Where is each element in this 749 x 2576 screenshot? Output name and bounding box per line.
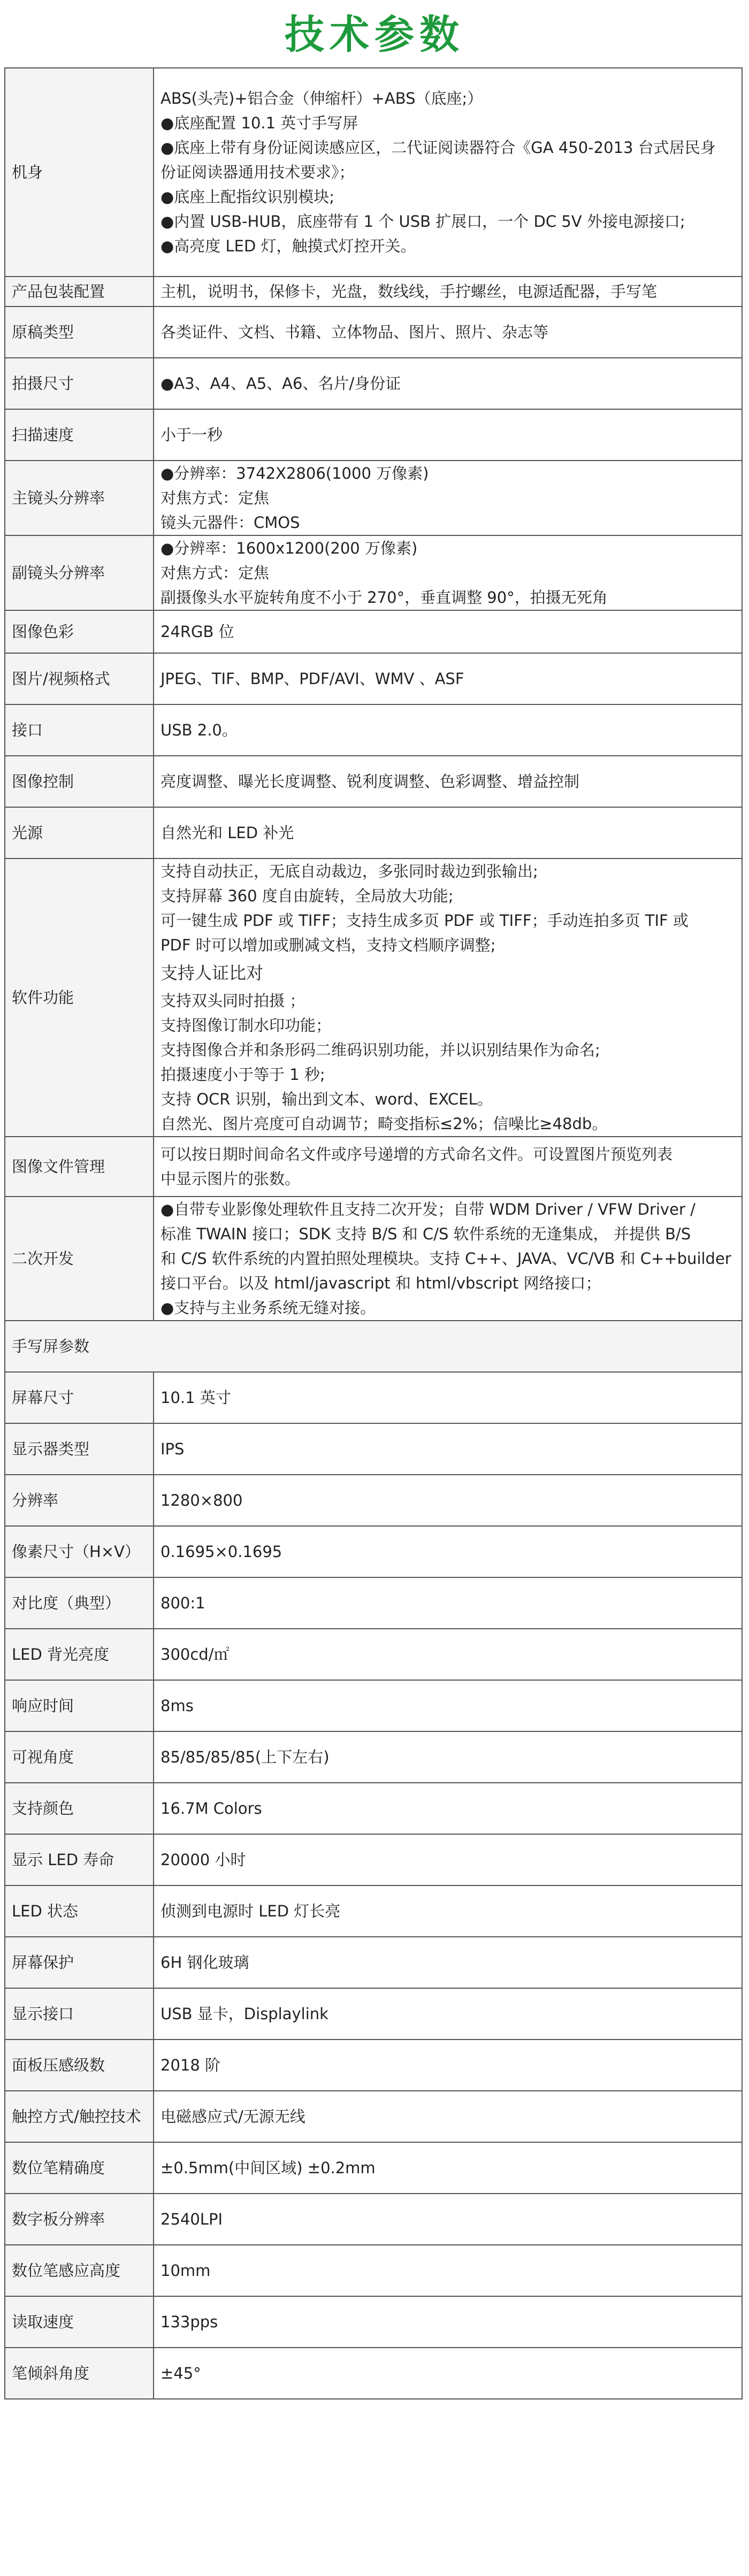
- spec-value-line: ●A3、A4、A5、A6、名片/身份证: [160, 374, 401, 393]
- spec-value-line: 份证阅读器通用技术要求》；: [160, 163, 355, 181]
- spec-value: [154, 1475, 742, 1526]
- spec-key: 产品包装配置: [5, 277, 154, 306]
- spec-row: [5, 2040, 742, 2091]
- spec-key: 触控方式/触控技术: [5, 2091, 154, 2142]
- spec-value-line: 2018 阶: [160, 2056, 221, 2074]
- spec-value-line: 副摄像头水平旋转角度不小于 270°，垂直调整 90°，拍摄无死角: [160, 588, 608, 607]
- spec-value: [154, 306, 742, 358]
- spec-value-line: ABS(头壳)+铝合金（伸缩杆）+ABS（底座;）: [160, 89, 483, 108]
- spec-row: [5, 1937, 742, 1988]
- spec-key: 数位笔感应高度: [5, 2245, 154, 2296]
- spec-value: [154, 68, 742, 277]
- spec-key: 显示器类型: [5, 1423, 154, 1475]
- spec-value: [154, 858, 742, 1137]
- spec-key: 机身: [5, 68, 154, 277]
- spec-row: [5, 1834, 742, 1885]
- spec-row: [5, 2245, 742, 2296]
- spec-value: [154, 2142, 742, 2194]
- spec-row: [5, 2194, 742, 2245]
- spec-value: [154, 1526, 742, 1577]
- spec-key: 对比度（典型）: [5, 1577, 154, 1629]
- spec-row: [5, 2348, 742, 2399]
- spec-value-line: PDF 时可以增加或删减文档，支持文档顺序调整;: [160, 936, 496, 954]
- spec-key: 原稿类型: [5, 306, 154, 358]
- spec-value-line: 中显示图片的张数。: [160, 1170, 301, 1188]
- spec-row: [5, 461, 742, 535]
- spec-row: [5, 68, 742, 277]
- spec-row: [5, 2091, 742, 2142]
- spec-key: 可视角度: [5, 1731, 154, 1783]
- spec-row: [5, 409, 742, 461]
- spec-value: [154, 2040, 742, 2091]
- spec-key: 扫描速度: [5, 409, 154, 461]
- spec-value: [154, 1680, 742, 1731]
- spec-value: [154, 461, 742, 535]
- spec-value: [154, 1423, 742, 1475]
- spec-value: [154, 535, 742, 610]
- spec-value-line: 6H 钢化玻璃: [160, 1953, 249, 1972]
- spec-row: [5, 1423, 742, 1475]
- spec-key: 面板压感级数: [5, 2040, 154, 2091]
- spec-value-line: 小于一秒: [160, 426, 223, 444]
- spec-key: 图片/视频格式: [5, 653, 154, 704]
- spec-value: [154, 358, 742, 409]
- spec-value-line: USB 2.0。: [160, 721, 238, 739]
- spec-value-line: ±45°: [160, 2364, 201, 2382]
- spec-value: [154, 277, 742, 306]
- spec-row: [5, 2142, 742, 2194]
- spec-key: LED 状态: [5, 1885, 154, 1937]
- spec-value-line: 支持人证比对: [160, 963, 264, 983]
- spec-value-line: 16.7M Colors: [160, 1799, 262, 1818]
- spec-value: [154, 1937, 742, 1988]
- spec-key: 分辨率: [5, 1475, 154, 1526]
- spec-key: 副镜头分辨率: [5, 535, 154, 610]
- spec-value: [154, 1629, 742, 1680]
- spec-key: 响应时间: [5, 1680, 154, 1731]
- spec-value: [154, 1577, 742, 1629]
- spec-value-line: 支持自动扶正，无底自动裁边，多张同时裁边到张输出;: [160, 862, 538, 880]
- spec-value-line: ●高亮度 LED 灯，触摸式灯控开关。: [160, 237, 416, 255]
- spec-value: [154, 610, 742, 653]
- spec-value-line: 8ms: [160, 1697, 194, 1715]
- spec-key: 图像控制: [5, 756, 154, 807]
- spec-row: [5, 2296, 742, 2348]
- spec-value-line: ●内置 USB-HUB，底座带有 1 个 USB 扩展口，一个 DC 5V 外接电源接口;: [160, 212, 685, 231]
- spec-value: [154, 409, 742, 461]
- spec-value-line: ●分辨率：1600x1200(200 万像素): [160, 539, 418, 557]
- spec-key: 数字板分辨率: [5, 2194, 154, 2245]
- spec-value-line: 支持屏幕 360 度自由旋转，全局放大功能;: [160, 887, 454, 905]
- spec-value: [154, 1783, 742, 1834]
- spec-key: 软件功能: [5, 858, 154, 1137]
- spec-value-line: 自然光和 LED 补光: [160, 824, 294, 842]
- spec-row: [5, 535, 742, 610]
- spec-value-line: 支持 OCR 识别，输出到文本、word、EXCEL。: [160, 1090, 493, 1108]
- spec-value-line: 拍摄速度小于等于 1 秒;: [160, 1065, 325, 1084]
- spec-value-line: ±0.5mm(中间区域) ±0.2mm: [160, 2159, 376, 2177]
- spec-value: [154, 1197, 742, 1321]
- spec-value-line: USB 显卡，Displaylink: [160, 2005, 328, 2023]
- spec-value-line: 10.1 英寸: [160, 1389, 231, 1407]
- spec-value: [154, 1731, 742, 1783]
- spec-row: [5, 756, 742, 807]
- spec-key: 接口: [5, 704, 154, 756]
- spec-key: 屏幕保护: [5, 1937, 154, 1988]
- spec-value-line: 对焦方式：定焦: [160, 489, 270, 507]
- spec-row: [5, 807, 742, 858]
- spec-value-line: 和 C/S 软件系统的内置拍照处理模块。支持 C++、JAVA、VC/VB 和 C++builder: [160, 1249, 731, 1268]
- spec-key: LED 背光亮度: [5, 1629, 154, 1680]
- spec-value-line: ●分辨率：3742X2806(1000 万像素): [160, 464, 429, 482]
- spec-key: 拍摄尺寸: [5, 358, 154, 409]
- spec-value: [154, 2348, 742, 2399]
- spec-row: [5, 1885, 742, 1937]
- spec-value: [154, 2245, 742, 2296]
- section-heading: 手写屏参数: [5, 1321, 742, 1372]
- spec-key: 像素尺寸（H×V）: [5, 1526, 154, 1577]
- spec-key: 主镜头分辨率: [5, 461, 154, 535]
- spec-key: 显示接口: [5, 1988, 154, 2040]
- spec-row: [5, 1629, 742, 1680]
- spec-value-line: ●底座上带有身份证阅读感应区，二代证阅读器符合《GA 450-2013 台式居民身: [160, 139, 716, 157]
- spec-value-line: 300cd/㎡: [160, 1645, 230, 1663]
- spec-value-line: 0.1695×0.1695: [160, 1543, 282, 1561]
- spec-row: [5, 610, 742, 653]
- spec-value-line: ●自带专业影像处理软件且支持二次开发；自带 WDM Driver / VFW Driver /: [160, 1200, 696, 1218]
- spec-value-line: JPEG、TIF、BMP、PDF/AVI、WMV 、ASF: [160, 670, 464, 688]
- spec-value-line: 可一键生成 PDF 或 TIFF；支持生成多页 PDF 或 TIFF；手动连拍多页 TIF 或: [160, 911, 689, 930]
- spec-value-line: ●底座配置 10.1 英寸手写屏: [160, 114, 358, 132]
- spec-value-line: 1280×800: [160, 1491, 243, 1509]
- spec-row: [5, 1526, 742, 1577]
- spec-value-line: 侦测到电源时 LED 灯长亮: [160, 1902, 341, 1920]
- spec-row: [5, 1577, 742, 1629]
- spec-key: 数位笔精确度: [5, 2142, 154, 2194]
- spec-value-line: 可以按日期时间命名文件或序号递增的方式命名文件。可设置图片预览列表: [160, 1145, 673, 1163]
- spec-value-line: 对焦方式：定焦: [160, 564, 270, 582]
- spec-table-body: [5, 68, 742, 2399]
- spec-value: [154, 2296, 742, 2348]
- spec-row: [5, 1731, 742, 1783]
- spec-value-line: 支持图像合并和条形码二维码识别功能，并以识别结果作为命名;: [160, 1041, 600, 1059]
- spec-row: [5, 704, 742, 756]
- spec-value: [154, 2194, 742, 2245]
- spec-key: 光源: [5, 807, 154, 858]
- spec-value-line: 24RGB 位: [160, 623, 234, 641]
- spec-value-line: 133pps: [160, 2313, 218, 2331]
- spec-row: [5, 1137, 742, 1197]
- spec-row: [5, 1680, 742, 1731]
- spec-value: [154, 756, 742, 807]
- spec-row: [5, 1372, 742, 1423]
- spec-row: [5, 653, 742, 704]
- spec-value-line: 20000 小时: [160, 1851, 246, 1869]
- spec-value-line: 85/85/85/85(上下左右): [160, 1748, 330, 1766]
- spec-value: [154, 1834, 742, 1885]
- spec-value: [154, 1988, 742, 2040]
- spec-value-line: 电磁感应式/无源无线: [160, 2107, 305, 2126]
- spec-key: 支持颜色: [5, 1783, 154, 1834]
- spec-key: 图像文件管理: [5, 1137, 154, 1197]
- spec-key: 读取速度: [5, 2296, 154, 2348]
- spec-value-line: 接口平台。以及 html/javascript 和 html/vbscript 网络接口；: [160, 1274, 601, 1292]
- spec-value-line: 标准 TWAIN 接口；SDK 支持 B/S 和 C/S 软件系统的无逢集成， 并提供 B/S: [160, 1225, 691, 1243]
- spec-value-line: 支持图像订制水印功能；: [160, 1016, 332, 1034]
- spec-value-line: 各类证件、文档、书籍、立体物品、图片、照片、杂志等: [160, 323, 549, 341]
- spec-value: [154, 653, 742, 704]
- spec-row: [5, 858, 742, 1137]
- spec-value-line: 10mm: [160, 2261, 211, 2280]
- spec-row: [5, 1321, 742, 1372]
- spec-value-line: 主机，说明书，保修卡，光盘，数线线，手拧螺丝，电源适配器，手写笔: [160, 282, 658, 301]
- spec-value-line: 亮度调整、曝光长度调整、锐利度调整、色彩调整、增益控制: [160, 772, 580, 791]
- spec-key: 图像色彩: [5, 610, 154, 653]
- spec-value-line: 镜头元器件：CMOS: [160, 513, 300, 532]
- spec-value-line: 支持双头同时拍摄 ；: [160, 992, 305, 1010]
- spec-row: [5, 1475, 742, 1526]
- spec-row: [5, 306, 742, 358]
- spec-value-line: ●底座上配指纹识别模块;: [160, 188, 335, 206]
- spec-key: 二次开发: [5, 1197, 154, 1321]
- spec-key: 屏幕尺寸: [5, 1372, 154, 1423]
- spec-value: [154, 704, 742, 756]
- spec-value-line: ●支持与主业务系统无缝对接。: [160, 1299, 376, 1317]
- spec-row: [5, 1783, 742, 1834]
- spec-value-line: IPS: [160, 1440, 185, 1458]
- spec-row: [5, 358, 742, 409]
- spec-value: [154, 2091, 742, 2142]
- spec-value-line: 2540LPI: [160, 2210, 223, 2228]
- spec-value: [154, 1885, 742, 1937]
- spec-row: [5, 1197, 742, 1321]
- page-title: 技术参数: [285, 12, 464, 58]
- spec-value: [154, 1372, 742, 1423]
- spec-value-line: 自然光、图片亮度可自动调节；畸变指标≤2%；信噪比≥48db。: [160, 1115, 608, 1133]
- spec-value: [154, 1137, 742, 1197]
- spec-row: [5, 277, 742, 306]
- spec-value-line: 800:1: [160, 1594, 205, 1612]
- spec-key: 显示 LED 寿命: [5, 1834, 154, 1885]
- spec-row: [5, 1988, 742, 2040]
- spec-table: [4, 67, 743, 2399]
- spec-key: 笔倾斜角度: [5, 2348, 154, 2399]
- spec-value: [154, 807, 742, 858]
